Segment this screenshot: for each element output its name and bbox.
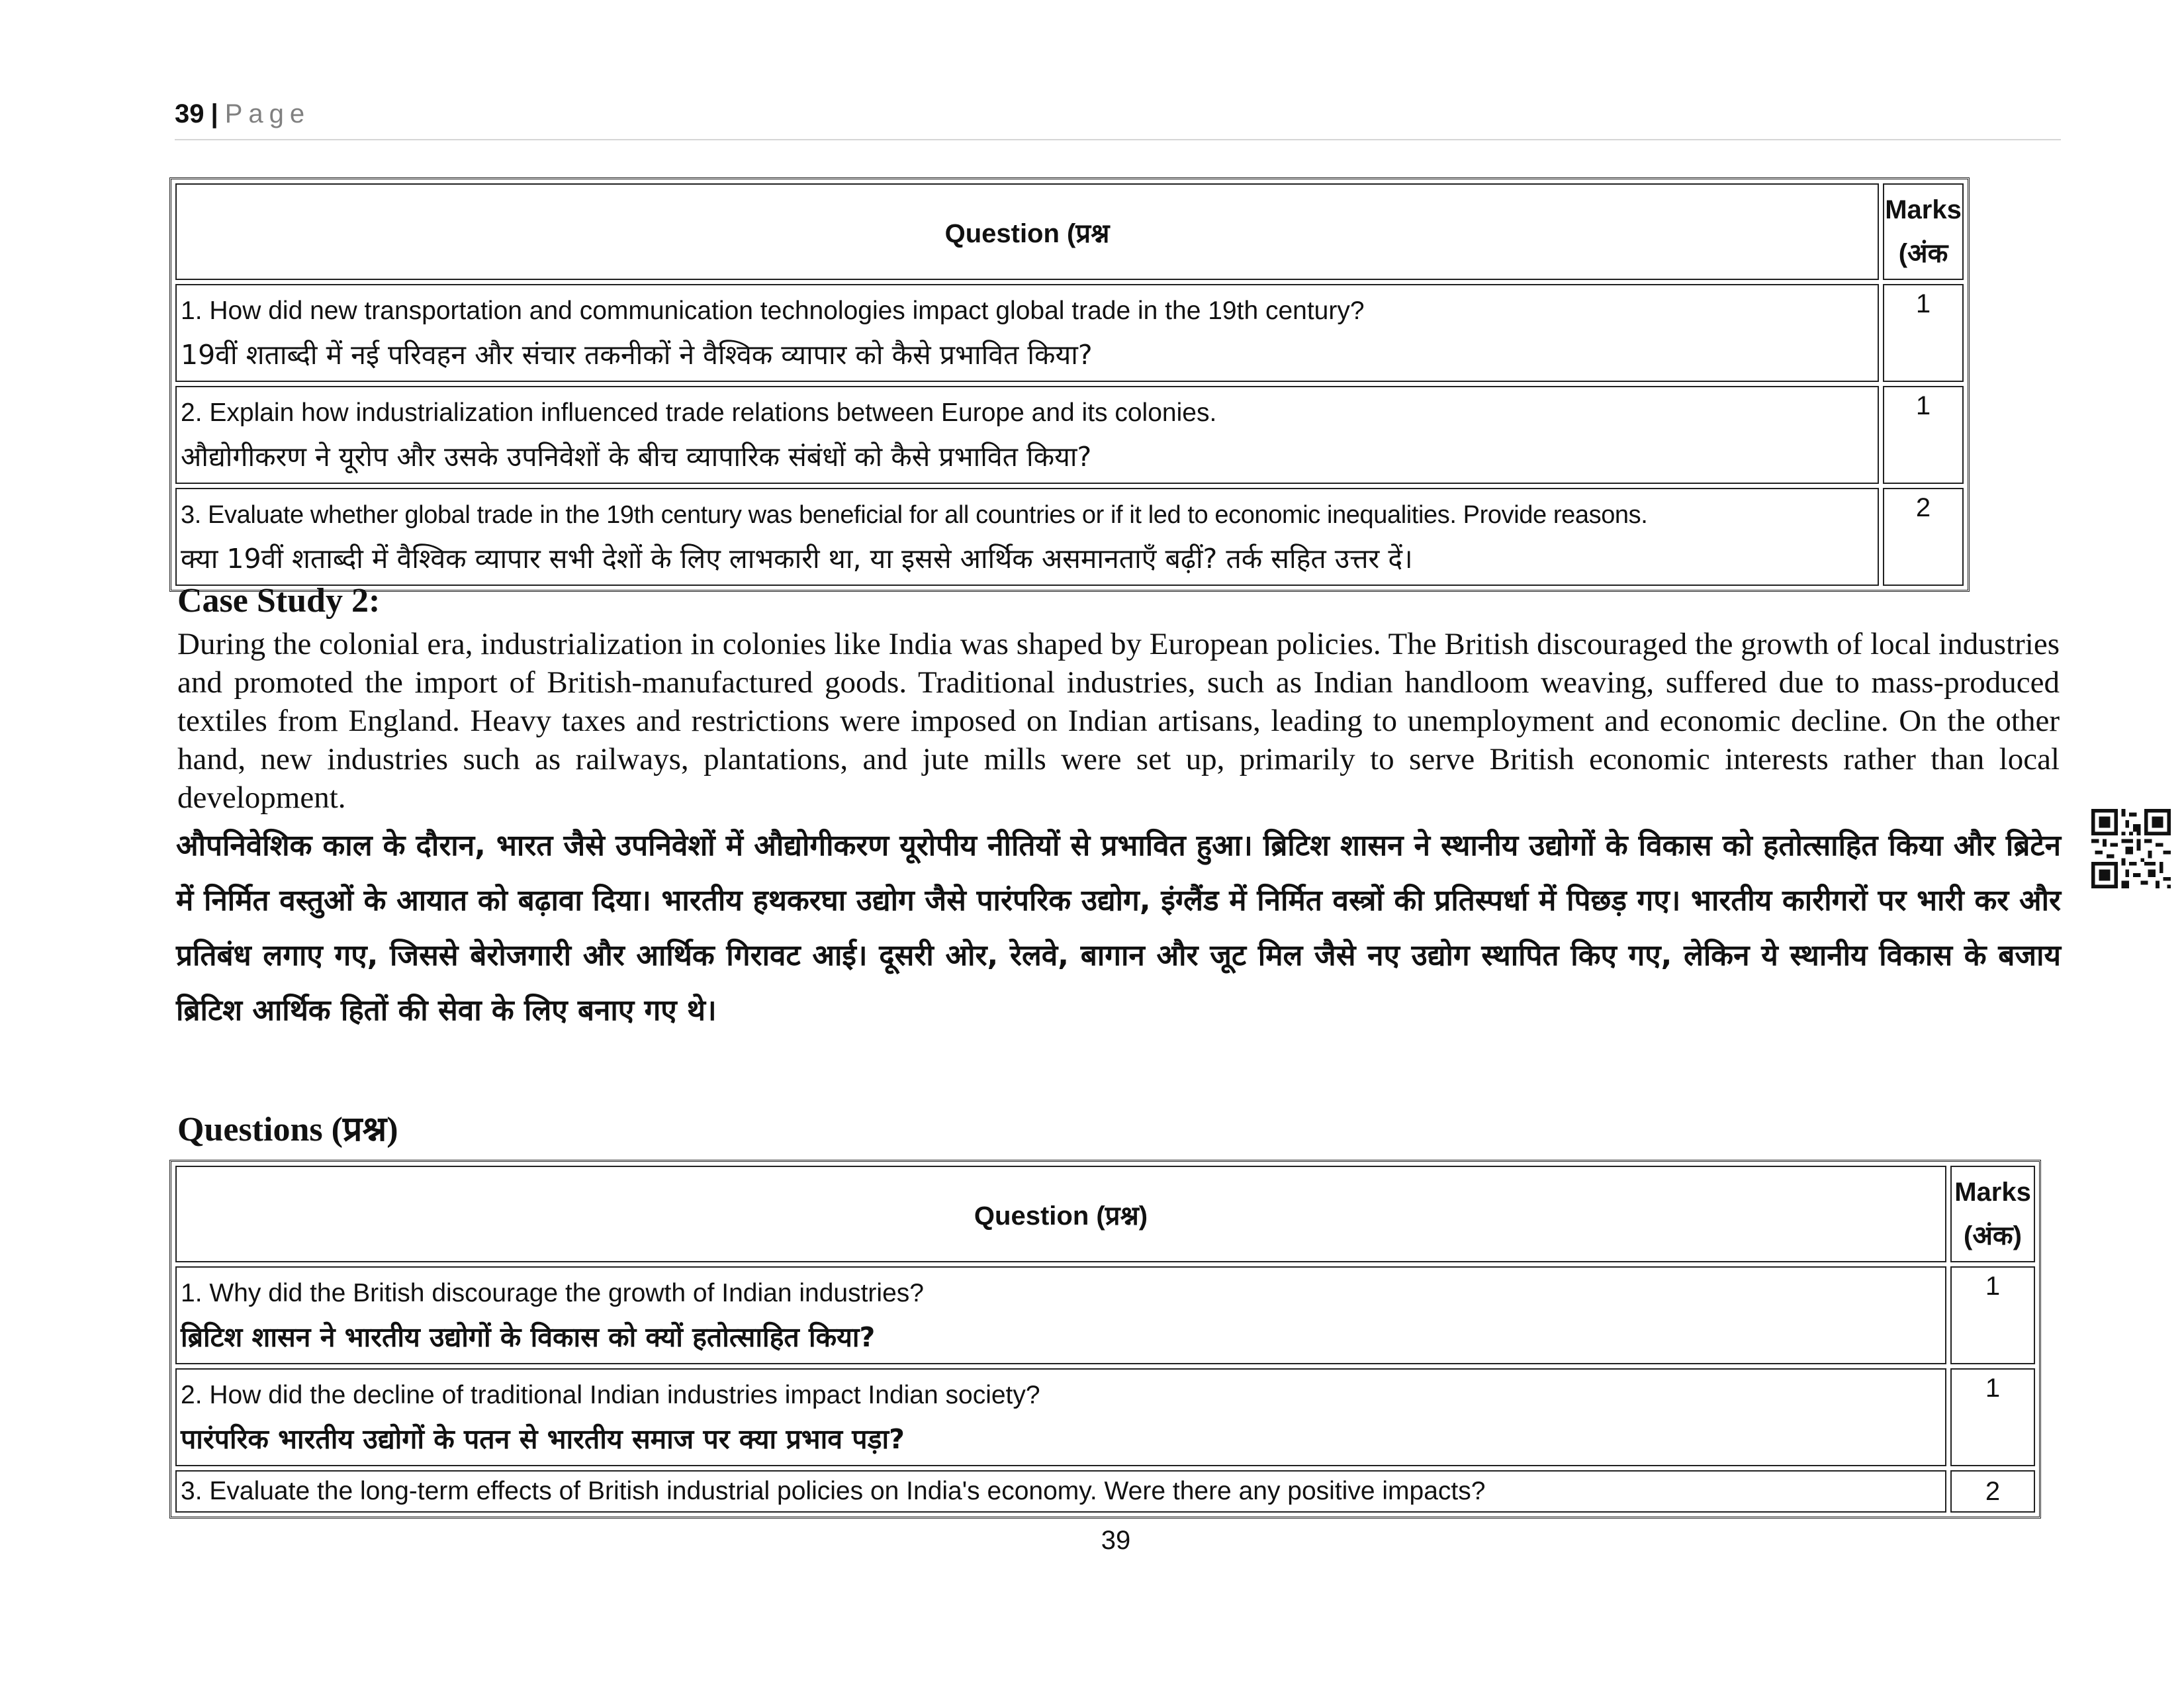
header-separator: | [210,99,218,128]
question-column-header: Question (प्रश्न) [175,1166,1946,1262]
header-page-word: Page [224,99,311,128]
table-row [175,1368,2035,1466]
question-column-header: Question (प्रश्न [175,183,1879,280]
page-header [175,99,2061,140]
table-header-row [175,183,1964,280]
table-row [175,284,1964,382]
question-cell [175,386,1879,484]
question-text-hi: पारंपरिक भारतीय उद्योगों के पतन से भारतीय समाज पर क्या प्रभाव पड़ा? [181,1423,905,1455]
question-cell [175,284,1879,382]
qr-code-icon [2091,809,2171,888]
case-study-title: Case Study 2: [177,582,381,620]
question-text-hi: औद्योगीकरण ने यूरोप और उसके उपनिवेशों के बीच व्यापारिक संबंधों को कैसे प्रभावित किया? [181,441,1092,473]
marks-cell: 2 [1950,1470,2035,1513]
question-text-hi: ब्रिटिश शासन ने भारतीय उद्योगों के विकास को क्यों हतोत्साहित किया? [181,1321,876,1353]
marks-header-hindi: (अंक) [1964,1221,2022,1250]
table-header-row [175,1166,2035,1262]
question-cell [175,1266,1946,1364]
question-cell [175,1470,1946,1513]
table-row [175,488,1964,586]
marks-column-header [1950,1166,2035,1262]
questions-table-1 [169,177,1970,592]
question-text-en: 3. Evaluate whether global trade in the 19th century was beneficial for all countries or if it led to economic inequalities. Provide reasons. [181,501,1648,529]
marks-header-label: Marks [1885,195,1962,224]
question-cell [175,488,1879,586]
marks-cell: 1 [1950,1266,2035,1364]
table-row [175,386,1964,484]
marks-header-hindi: (अंक [1898,239,1948,268]
marks-cell: 2 [1883,488,1964,586]
marks-header-label: Marks [1954,1178,2031,1207]
marks-cell: 1 [1883,386,1964,484]
table-row [175,1470,2035,1513]
header-page-number: 39 [175,99,205,128]
case-study-paragraph-hi: औपनिवेशिक काल के दौरान, भारत जैसे उपनिवेशों में औद्योगीकरण यूरोपीय नीतियों से प्रभावित हुआ। ब्रिटिश शासन ने स्थानीय उद्योगों के विकास को हतोत्साहित किया और ब्रिटेन में निर्मित वस्तुओं के आयात को बढ़ावा दिया। भारतीय हथकरघा उद्योग जैसे पारंपरिक उद्योग, इंग्लैंड में निर्मित वस्त्रों की प्रतिस्पर्धा में पिछड़ गए। भारतीय कारीगरों पर भारी कर और प्रतिबंध लगाए गए, जिससे बेरोजगारी और आर्थिक गिरावट आई। दूसरी ओर, रेलवे, बागान और जूट मिल जैसे नए उद्योग स्थापित किए गए, लेकिन ये स्थानीय विकास के बजाय ब्रिटिश आर्थिक हितों की सेवा के लिए बनाए गए थे। [176,829,2061,1027]
question-text-en: 2. How did the decline of traditional Indian industries impact Indian society? [181,1381,1040,1409]
marks-column-header [1883,183,1964,280]
marks-cell: 1 [1883,284,1964,382]
question-text-en: 2. Explain how industrialization influenced trade relations between Europe and its colonies. [181,399,1217,427]
question-text-hi: 19वीं शताब्दी में नई परिवहन और संचार तकनीकों ने वैश्विक व्यापार को कैसे प्रभावित किया? [181,339,1093,371]
marks-cell: 1 [1950,1368,2035,1466]
question-text-hi: क्या 19वीं शताब्दी में वैश्विक व्यापार सभी देशों के लिए लाभकारी था, या इससे आर्थिक असमानताएँ बढ़ीं? तर्क सहित उत्तर दें। [181,543,1413,575]
case-study-paragraph-en: During the colonial era, industrialization in colonies like India was shaped by European policies. The British discouraged the growth of local industries and promoted the import of British-manufactured goods. Traditional industries, such as Indian handloom weaving, suffered due to mass-produced textiles from England. Heavy taxes and restrictions were imposed on Indian artisans, leading to unemployment and economic decline. On the other hand, new industries such as railways, plantations, and jute mills were set up, primarily to serve British economic interests rather than local development. [177,627,2060,815]
question-cell [175,1368,1946,1466]
question-text-en: 1. Why did the British discourage the growth of Indian industries? [181,1279,924,1307]
questions-table-2 [169,1160,2041,1519]
question-text-en: 3. Evaluate the long-term effects of British industrial policies on India's economy. Were there any positive impacts? [181,1477,1486,1505]
questions-title: Questions (प्रश्न) [177,1111,398,1149]
question-text-en: 1. How did new transportation and communication technologies impact global trade in the 19th century? [181,297,1365,325]
footer-page-number: 39 [1101,1526,1131,1555]
table-row [175,1266,2035,1364]
